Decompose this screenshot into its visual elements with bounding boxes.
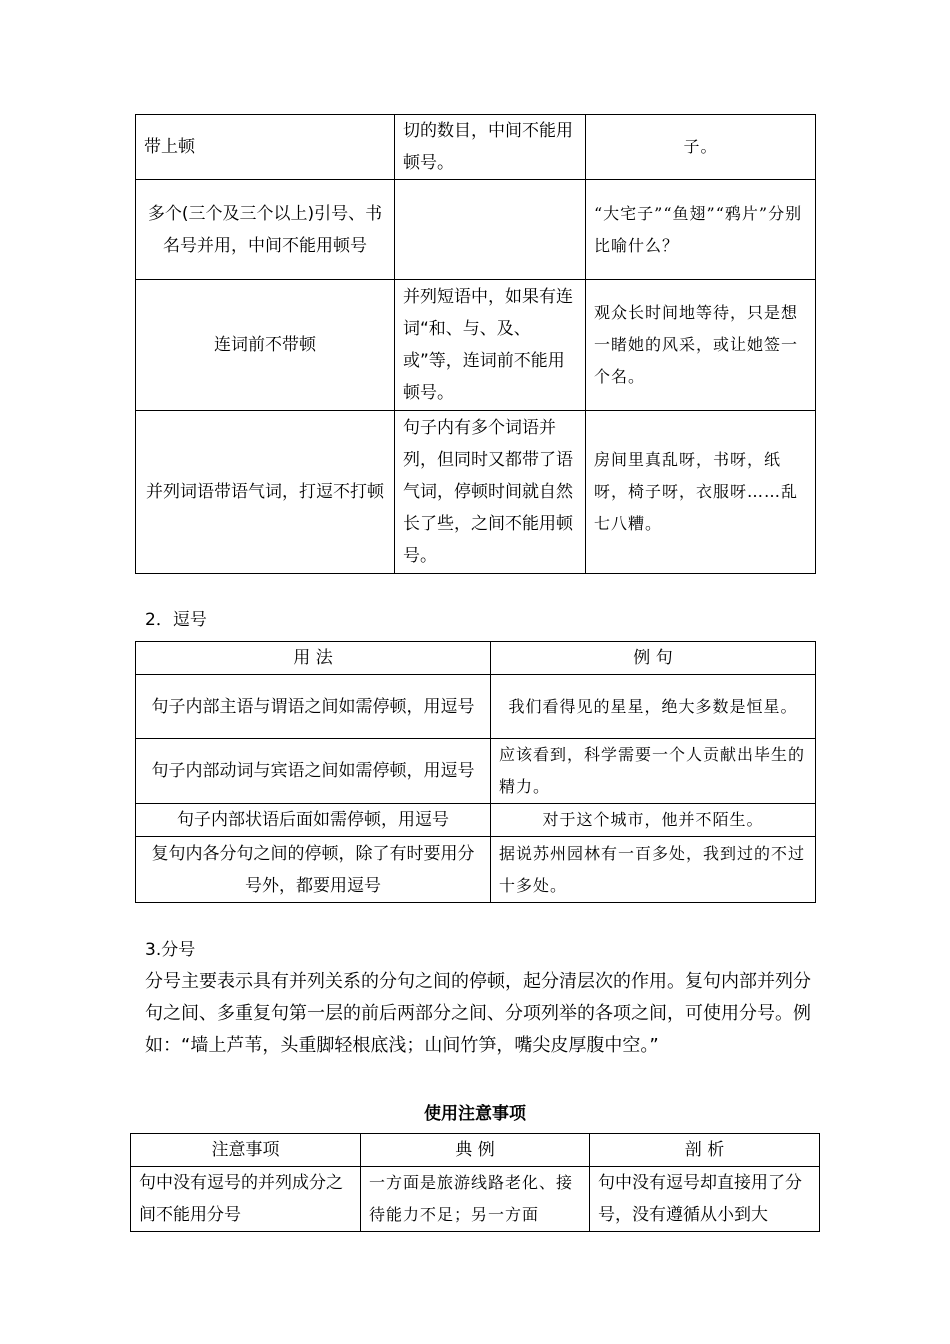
column-header-example: 典 例 (361, 1134, 590, 1167)
table-cell: 据说苏州园林有一百多处，我到过的不过十多处。 (491, 837, 816, 903)
table-row (136, 837, 816, 903)
table-cell: 带上顿 (136, 115, 395, 180)
table-row (136, 115, 816, 180)
column-header-example: 例 句 (491, 642, 816, 675)
table-cell: 对于这个城市，他并不陌生。 (491, 804, 816, 837)
comma-usage-table (135, 641, 816, 903)
column-header-note: 注意事项 (131, 1134, 361, 1167)
table-cell: 应该看到，科学需要一个人贡献出毕生的精力。 (491, 739, 816, 804)
table-cell: 句子内有多个词语并列，但同时又都带了语气词，停顿时间就自然长了些，之间不能用顿号。 (395, 411, 586, 574)
table-cell: 复句内各分句之间的停顿，除了有时要用分号外，都要用逗号 (136, 837, 491, 903)
column-header-analysis: 剖 析 (590, 1134, 820, 1167)
table-cell: 切的数目，中间不能用顿号。 (395, 115, 586, 180)
table-cell: 句子内部主语与谓语之间如需停顿，用逗号 (136, 675, 491, 739)
table-cell: 一方面是旅游线路老化、接待能力不足；另一方面 (361, 1167, 590, 1232)
table-caption: 使用注意事项 (424, 1104, 526, 1124)
table-row (136, 280, 816, 411)
table-cell: 并列短语中，如果有连词“和、与、及、或”等，连词前不能用顿号。 (395, 280, 586, 411)
table-row (136, 804, 816, 837)
table-cell: 并列词语带语气词，打逗不打顿 (136, 411, 395, 574)
section-heading-comma: 2．逗号 (145, 610, 207, 630)
table-cell: 句子内部动词与宾语之间如需停顿，用逗号 (136, 739, 491, 804)
table-cell: 我们看得见的星星，绝大多数是恒星。 (491, 675, 816, 739)
table-cell: 观众长时间地等待，只是想一睹她的风采，或让她签一个名。 (586, 280, 816, 411)
table-cell: 房间里真乱呀，书呀，纸呀，椅子呀，衣服呀……乱七八糟。 (586, 411, 816, 574)
semicolon-paragraph: 分号主要表示具有并列关系的分句之间的停顿，起分清层次的作用。复句内部并列分句之间、多重复句第一层的前后两部分之间、分项列举的各项之间，可使用分号。例如：“墙上芦苇，头重脚轻根底浅；山间竹笋，嘴尖皮厚腹中空。” (145, 971, 811, 1056)
table-header-row (136, 642, 816, 675)
table-row (136, 675, 816, 739)
table-cell: 句中没有逗号的并列成分之间不能用分号 (131, 1167, 361, 1232)
table-cell (395, 180, 586, 280)
table-row (136, 180, 816, 280)
table-cell: 连词前不带顿 (136, 280, 395, 411)
table-row (131, 1167, 820, 1232)
enumeration-comma-table (135, 114, 816, 574)
table-cell: 句子内部状语后面如需停顿，用逗号 (136, 804, 491, 837)
table-cell: 多个(三个及三个以上)引号、书名号并用，中间不能用顿号 (136, 180, 395, 280)
section-heading-semicolon: 3.分号 (145, 940, 196, 960)
table-cell: 子。 (586, 115, 816, 180)
table-cell: “大宅子”“鱼翅”“鸦片”分别比喻什么？ (586, 180, 816, 280)
table-row (136, 739, 816, 804)
table-row (136, 411, 816, 574)
table-cell: 句中没有逗号却直接用了分号，没有遵循从小到大 (590, 1167, 820, 1232)
semicolon-notes-table (130, 1133, 820, 1232)
column-header-usage: 用 法 (136, 642, 491, 675)
table-header-row (131, 1134, 820, 1167)
